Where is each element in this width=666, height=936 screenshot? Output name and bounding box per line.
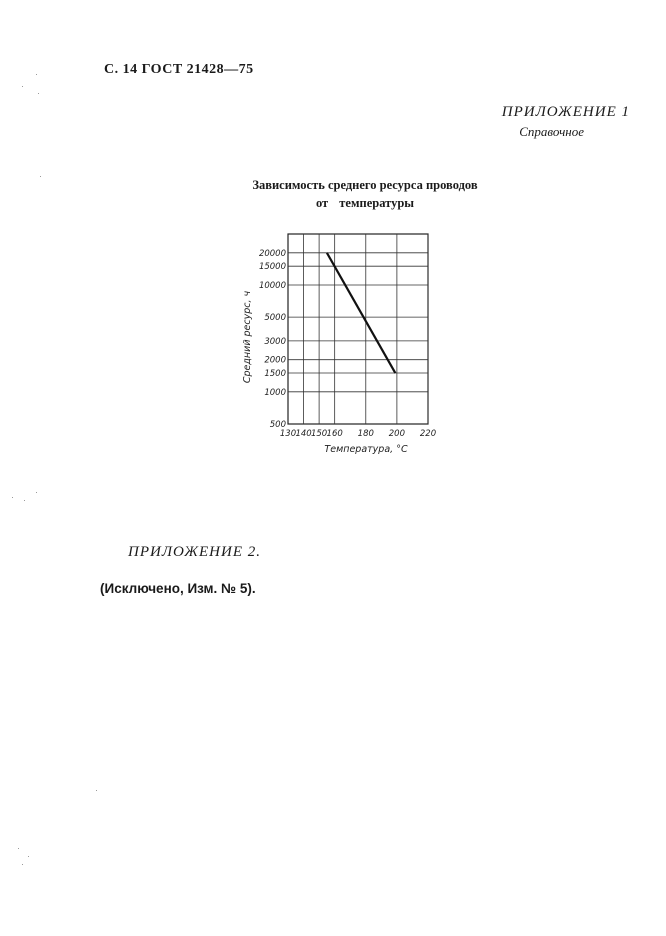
y-axis-label: Средний ресурс, ч xyxy=(242,290,253,384)
appendix-1-title: ПРИЛОЖЕНИЕ 1 xyxy=(501,104,630,120)
scan-speck xyxy=(40,176,41,177)
y-tick-label: 15000 xyxy=(258,262,286,273)
y-tick-label: 3000 xyxy=(264,336,286,347)
scan-speck xyxy=(18,848,19,849)
scan-speck xyxy=(22,864,23,865)
appendix-2-title: ПРИЛОЖЕНИЕ 2. xyxy=(128,544,261,560)
scan-speck xyxy=(22,86,23,87)
data-series-line xyxy=(327,253,395,373)
y-tick-label: 2000 xyxy=(264,355,286,366)
x-axis-label: Температура, °С xyxy=(324,444,408,455)
x-tick-label: 180 xyxy=(357,429,374,439)
excluded-note: (Исключено, Изм. № 5). xyxy=(100,581,256,596)
figure-title-line-1: Зависимость среднего ресурса проводов xyxy=(252,178,478,192)
resource-temperature-chart xyxy=(230,228,450,460)
scan-speck xyxy=(38,93,39,94)
y-tick-label: 1000 xyxy=(264,387,286,398)
x-tick-label: 130 xyxy=(279,429,297,439)
scan-speck xyxy=(96,790,97,791)
y-tick-label: 500 xyxy=(269,420,286,430)
plot-frame xyxy=(288,234,428,424)
x-tick-label: 140 xyxy=(295,429,312,439)
scan-speck xyxy=(36,74,37,75)
x-tick-label: 220 xyxy=(419,429,437,439)
figure-title-line-2: от температуры xyxy=(315,196,415,210)
x-tick-label: 200 xyxy=(388,429,406,439)
scan-speck xyxy=(28,856,29,857)
page-header: С. 14 ГОСТ 21428—75 xyxy=(104,62,254,77)
scan-speck xyxy=(12,497,13,498)
scan-speck xyxy=(24,500,25,501)
appendix-1-note: Справочное xyxy=(519,124,584,139)
y-tick-label: 10000 xyxy=(258,280,286,291)
x-tick-label: 150 xyxy=(310,429,328,439)
y-tick-label: 20000 xyxy=(258,248,286,259)
x-tick-label: 160 xyxy=(326,429,343,439)
y-tick-label: 5000 xyxy=(264,313,286,324)
scan-speck xyxy=(36,492,37,493)
y-tick-label: 1500 xyxy=(264,369,286,380)
